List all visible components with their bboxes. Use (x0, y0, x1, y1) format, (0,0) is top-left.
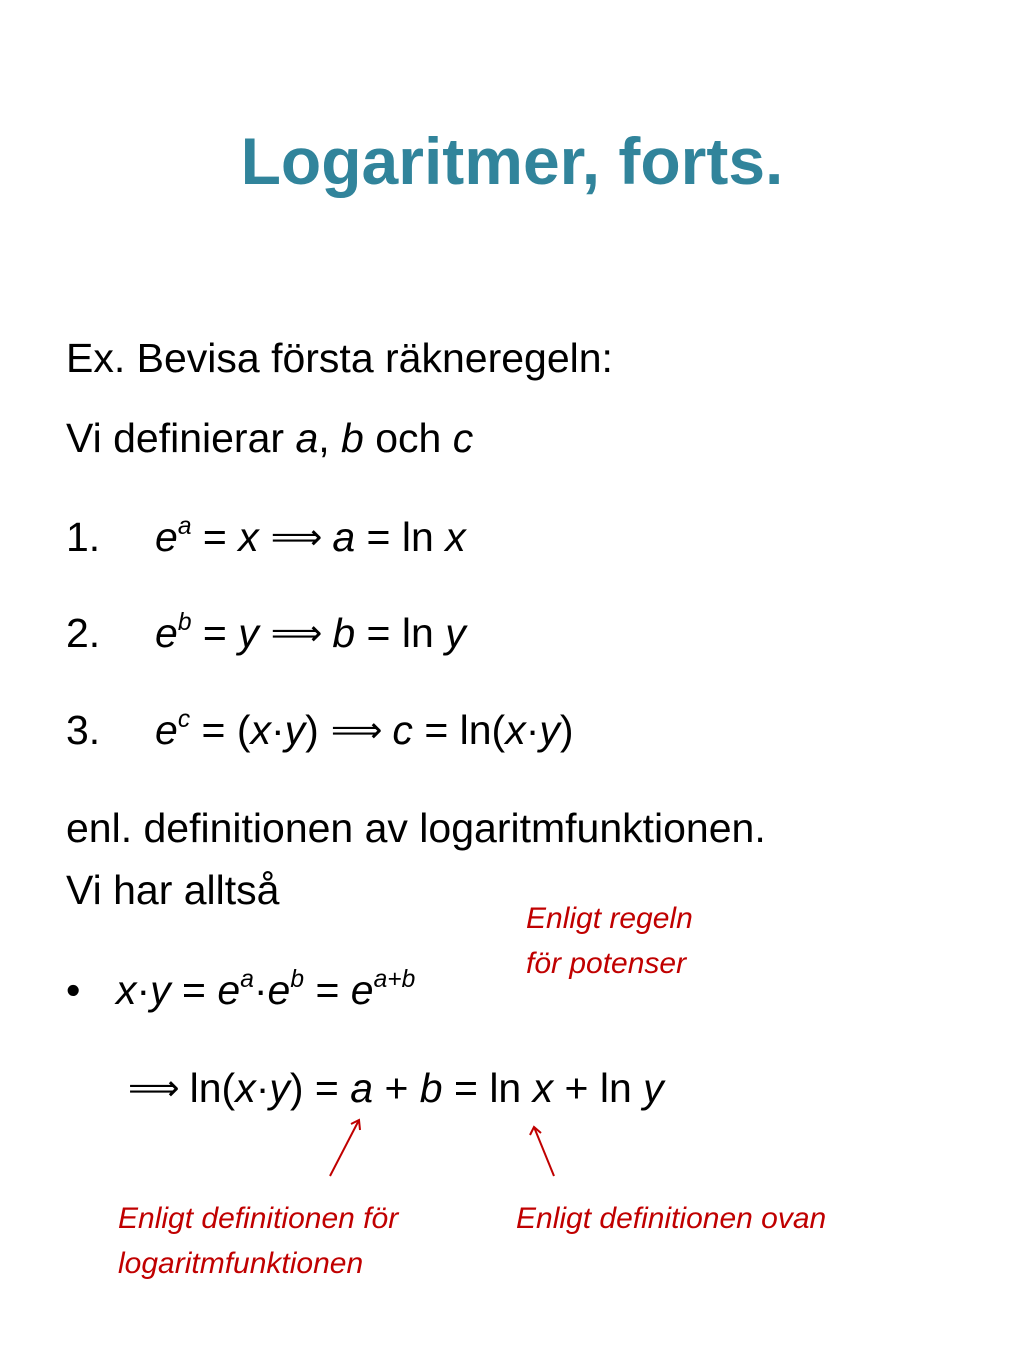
y: y (643, 1065, 664, 1111)
rhs: y (238, 610, 259, 656)
y: y (284, 707, 306, 753)
close: ) (305, 707, 319, 753)
ln: = ln (355, 610, 446, 656)
base: e (155, 610, 178, 656)
arrow-left-line (330, 1120, 359, 1176)
x: x (116, 967, 137, 1013)
ln-open: ln( (189, 1065, 236, 1111)
define-and: och (363, 415, 453, 461)
x: x (250, 707, 271, 753)
equals: = (191, 610, 239, 656)
exponent: c (177, 705, 191, 733)
var-a: a (295, 415, 319, 461)
step-number: 1. (66, 514, 101, 560)
implies-symbol: ⟹ (128, 1068, 180, 1109)
exp-b: b (290, 965, 305, 993)
ln: = ln (355, 514, 446, 560)
var: c (392, 707, 413, 753)
step-number: 2. (66, 610, 101, 656)
equals: = (170, 967, 218, 1013)
dot: · (525, 707, 540, 753)
base: e (155, 707, 178, 753)
equals-open: = ( (190, 707, 251, 753)
equals-ln: = ln (442, 1065, 533, 1111)
implies-symbol: ⟹ (270, 517, 323, 558)
dot: · (136, 967, 151, 1013)
define-prefix: Vi definierar (66, 415, 296, 461)
a: a (350, 1065, 374, 1111)
intro-text: Ex. Bevisa första räkneregeln: (66, 335, 613, 381)
note-def-log-line-1: Enligt definitionen för (118, 1202, 399, 1235)
e: e (350, 967, 374, 1013)
equals: = (191, 514, 239, 560)
y: y (150, 967, 171, 1013)
y: y (539, 707, 560, 753)
define-sep: , (318, 415, 342, 461)
var-b: b (341, 415, 364, 461)
var: b (332, 610, 356, 656)
e: e (267, 967, 291, 1013)
plus-ln: + ln (553, 1065, 644, 1111)
slide-title: Logaritmer, forts. (240, 124, 784, 198)
ln-open: = ln( (412, 707, 506, 753)
dot: · (255, 1065, 270, 1111)
plus: + (373, 1065, 420, 1111)
step-number: 3. (66, 707, 101, 753)
exp-a: a (240, 965, 254, 993)
base: e (155, 514, 178, 560)
implies-symbol: ⟹ (270, 613, 323, 654)
arg: x (445, 514, 466, 560)
var-c: c (452, 415, 474, 461)
close: ) (559, 707, 574, 753)
close-equals: ) = (289, 1065, 351, 1111)
var: a (332, 514, 356, 560)
exponent: b (177, 608, 192, 636)
arrow-right-line (534, 1127, 554, 1176)
note-potenser-line-1: Enligt regeln (526, 902, 693, 935)
note-def-ovan: Enligt definitionen ovan (516, 1202, 827, 1235)
x: x (532, 1065, 554, 1111)
dot: · (253, 967, 268, 1013)
e: e (217, 967, 241, 1013)
b: b (419, 1065, 443, 1111)
x: x (505, 707, 526, 753)
equals: = (304, 967, 351, 1013)
rhs: x (238, 514, 259, 560)
y: y (269, 1065, 290, 1111)
conclusion-line-2: Vi har alltså (66, 867, 280, 913)
conclusion-line-1: enl. definitionen av logaritmfunktionen. (66, 805, 766, 851)
x: x (235, 1065, 256, 1111)
note-potenser-line-2: för potenser (526, 947, 687, 980)
arg: y (445, 610, 466, 656)
implies-symbol: ⟹ (330, 710, 383, 751)
exp-ab: a+b (373, 965, 416, 993)
dot: · (271, 707, 285, 753)
exponent: a (177, 512, 192, 540)
note-def-log-line-2: logaritmfunktionen (118, 1247, 364, 1280)
bullet-symbol: • (66, 967, 81, 1013)
